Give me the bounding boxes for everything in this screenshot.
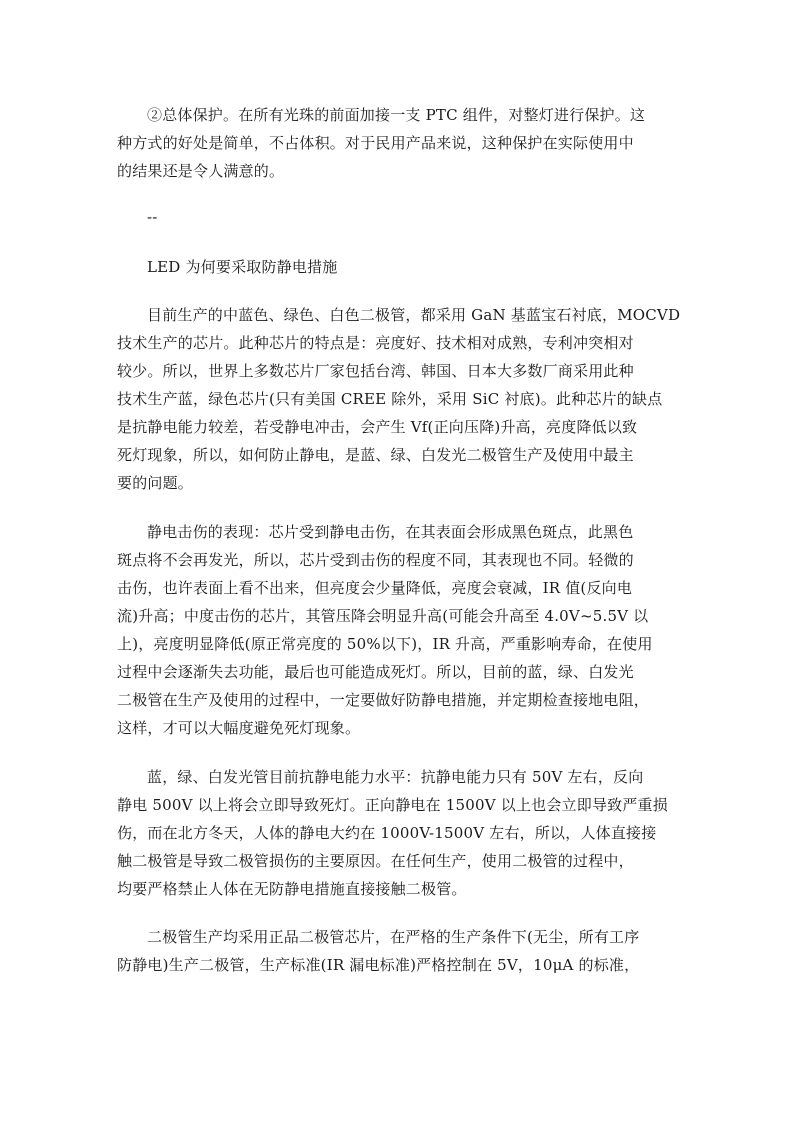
paragraph-4-line-2: 静电 500V 以上将会立即导致死灯。正向静电在 1500V 以上也会立即导致严重损 — [117, 796, 668, 814]
paragraph-5-line-2: 防静电)生产二极管，生产标准(IR 漏电标准)严格控制在 5V，10μA 的标准， — [117, 956, 640, 974]
paragraph-2-line-1: 目前生产的中蓝色、绿色、白色二极管，都采用 GaN 基蓝宝石衬底，MOCVD — [147, 306, 681, 324]
separator: -- — [147, 208, 158, 226]
paragraph-1-line-3: 的结果还是令人满意的。 — [117, 162, 285, 180]
paragraph-2-line-3: 较少。所以，世界上多数芯片厂家包括台湾、韩国、日本大多数厂商采用此种 — [117, 362, 634, 380]
paragraph-2-line-4: 技术生产蓝，绿色芯片(只有美国 CREE 除外，采用 SiC 衬底)。此种芯片的缺点 — [117, 390, 663, 408]
paragraph-2-line-5: 是抗静电能力较差，若受静电冲击，会产生 Vf(正向压降)升高，亮度降低以致 — [117, 418, 638, 436]
paragraph-4-line-4: 触二极管是导致二极管损伤的主要原因。在任何生产，使用二极管的过程中， — [117, 852, 634, 870]
paragraph-2-line-2: 技术生产的芯片。此种芯片的特点是：亮度好、技术相对成熟，专利冲突相对 — [117, 334, 634, 352]
paragraph-3-line-3: 击伤，也许表面上看不出来，但亮度会少量降低，亮度会衰减，IR 值(反向电 — [117, 579, 633, 597]
paragraph-4-line-5: 均要严格禁止人体在无防静电措施直接接触二极管。 — [117, 880, 467, 898]
paragraph-4-line-1: 蓝，绿、白发光管目前抗静电能力水平：抗静电能力只有 50V 左右，反向 — [147, 768, 644, 786]
paragraph-3-line-4: 流)升高；中度击伤的芯片，其管压降会明显升高(可能会升高至 4.0V~5.5V 以 — [117, 607, 649, 625]
paragraph-1-line-1: ②总体保护。在所有光珠的前面加接一支 PTC 组件，对整灯进行保护。这 — [147, 106, 646, 124]
paragraph-2-line-6: 死灯现象，所以，如何防止静电，是蓝、绿、白发光二极管生产及使用中最主 — [117, 446, 634, 464]
paragraph-3-line-8: 这样，才可以大幅度避免死灯现象。 — [117, 719, 361, 737]
paragraph-2-line-7: 要的问题。 — [117, 474, 194, 492]
paragraph-3-line-7: 二极管在生产及使用的过程中，一定要做好防静电措施，并定期检查接地电阻， — [117, 691, 650, 709]
paragraph-5-line-1: 二极管生产均采用正品二极管芯片，在严格的生产条件下(无尘，所有工序 — [147, 928, 640, 946]
paragraph-3-line-2: 斑点将不会再发光，所以，芯片受到击伤的程度不同，其表现也不同。轻微的 — [117, 551, 634, 569]
paragraph-3-line-5: 上)，亮度明显降低(原正常亮度的 50%以下)，IR 升高，严重影响寿命，在使用 — [117, 635, 653, 653]
paragraph-3-line-1: 静电击伤的表现：芯片受到静电击伤，在其表面会形成黑色斑点，此黑色 — [147, 523, 634, 541]
paragraph-3-line-6: 过程中会逐渐失去功能，最后也可能造成死灯。所以，目前的蓝，绿、白发光 — [117, 663, 634, 681]
section-heading: LED 为何要采取防静电措施 — [147, 258, 338, 276]
paragraph-4-line-3: 伤，而在北方冬天，人体的静电大约在 1000V-1500V 左右，所以，人体直接接 — [117, 824, 657, 842]
paragraph-1-line-2: 种方式的好处是简单，不占体积。对于民用产品来说，这种保护在实际使用中 — [117, 134, 634, 152]
